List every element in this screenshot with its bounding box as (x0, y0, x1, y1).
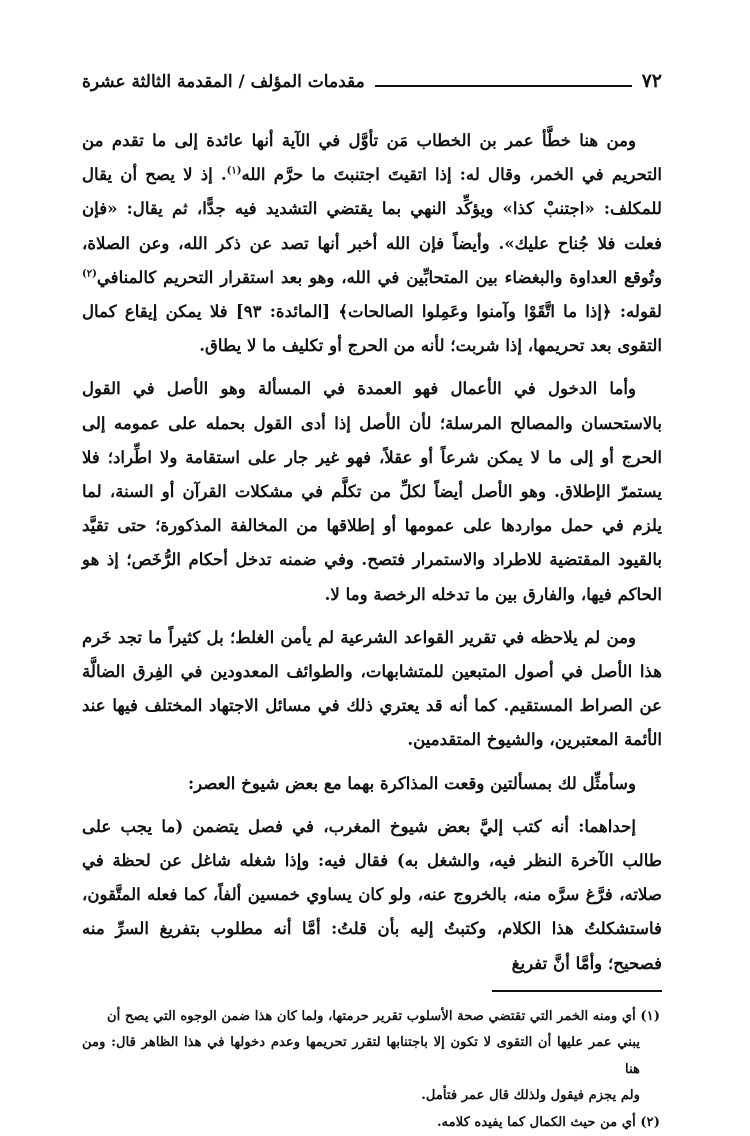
paragraph-3: ومن لم يلاحظه في تقرير القواعد الشرعية لم يأمن الغلط؛ بل كثيراً ما تجد خَرم هذا الأصل في أصول المتبعين للمتشابهات، والطوائف المعدودين في الفِرق الضالَّة عن الصراط المستقيم. كما أنه قد يعتري ذلك في مسائل الاجتهاد المختلف فيها عند الأئمة المعتبرين، والشيوخ المتقدمين. (82, 626, 662, 750)
footnote-1-line-1: (١) أي ومنه الخمر التي تقتضي صحة الأسلوب تقرير حرمتها، ولما كان هذا ضمن الوجوه التي يصح أن (107, 1008, 660, 1024)
footnote-separator (492, 990, 662, 992)
footnote-1-line-3: ولم يجزم فيقول ولذلك قال عمر فتأمل. (421, 1088, 640, 1104)
footnotes (82, 1004, 662, 1136)
header-title: مقدمات المؤلف / المقدمة الثالثة عشرة (82, 72, 365, 92)
paragraph-2: وأما الدخول في الأعمال فهو العمدة في المسألة وهو الأصل في القول بالاستحسان والمصالح المرسلة؛ لأن الأصل إذا أدى القول بحمله على عمومه إلى الحرج أو إلى ما لا يمكن شرعاً أو عقلاً، فهو غير جار على استقامة ولا اطِّراد؛ فلا يستمرّ الإطلاق. وهو الأصل أيضاً لكلِّ من تكلَّم في مشكلات القرآن أو السنة، لما يلزم في حمل مواردها على عمومها أو إطلاقها من المخالفة المذكورة؛ حتى تقيَّد بالقيود المقتضية للاطراد والاستمرار فتصح. وفي ضمنه تدخل أحكام الرُّخَص؛ إذ هو الحاكم فيها، والفارق بين ما تدخله الرخصة وما لا. (82, 378, 662, 604)
paragraph-1-middle: . إذ لا يصح أن يقال للمكلف: «اجتنبْ كذا» ويؤكِّد النهي بما يقتضي التشديد فيه جدًّا، ثم يقال: «فإن فعلت فلا جُناح عليك». وأيضاً فإن الله أخبر أنها تصد عن ذكر الله، وعن الصلاة، وتُوقع العداوة والبغضاء بين المتحابِّين في الله، وهو بعد استقرار التحريم كالمنافي (82, 164, 662, 287)
paragraph-1 (82, 123, 662, 362)
paragraph-5: إحداهما: أنه كتب إليَّ بعض شيوخ المغرب، في فصل يتضمن (ما يجب على طالب الآخرة النظر فيه، والشغل به) فقال فيه: وإذا شغله شاغل عن لحظة في صلاته، فرَّغ سرَّه منه، بالخروج عنه، ولو كان يساوي خمسين ألفاً، كما فعله المتَّقون، فاستشكلتُ هذا الكلام، وكتبتُ إليه بأن قلتُ: أمَّا أنه مطلوب بتفريغ السرِّ منه فصحيح؛ وأمَّا أنَّ تفريغ (82, 815, 662, 973)
footnote-ref-1: (١) (226, 165, 242, 177)
paragraph-1-end: لقوله: ﴿إذا ما اتَّقَوْا وآمنوا وعَمِلوا الصالحات﴾ [المائدة: ٩٣] فلا يمكن إيقاع كمال التقوى بعد تحريمها، إذا شربت؛ لأنه من الحرج أو تكليف ما لا يطاق. (82, 301, 662, 356)
footnote-1-line-2: يبني عمر عليها أن التقوى لا تكون إلا باجتنابها لتقرر تحريمها وعدم دخولها في هذا الظاهر قال: ومن هنا (82, 1035, 640, 1077)
running-header (82, 72, 662, 93)
paragraph-1-start: ومن هنا خطَّأ عمر بن الخطاب مَن تأوَّل في الآية أنها عائدة إلى ما تقدم من التحريم في الخمر، وقال له: إذا اتقيتَ اجتنبتَ ما حرَّم الله (82, 130, 662, 185)
footnote-2: (٢) أي من حيث الكمال كما يفيده كلامه. (436, 1114, 660, 1130)
footnote-ref-2: (٢) (82, 268, 97, 280)
main-text (82, 123, 662, 980)
page-number: ٧٢ (641, 70, 662, 92)
header-rule (375, 85, 632, 87)
paragraph-4: وسأمثِّل لك بمسألتين وقعت المذاكرة بهما مع بعض شيوخ العصر: (188, 772, 636, 793)
